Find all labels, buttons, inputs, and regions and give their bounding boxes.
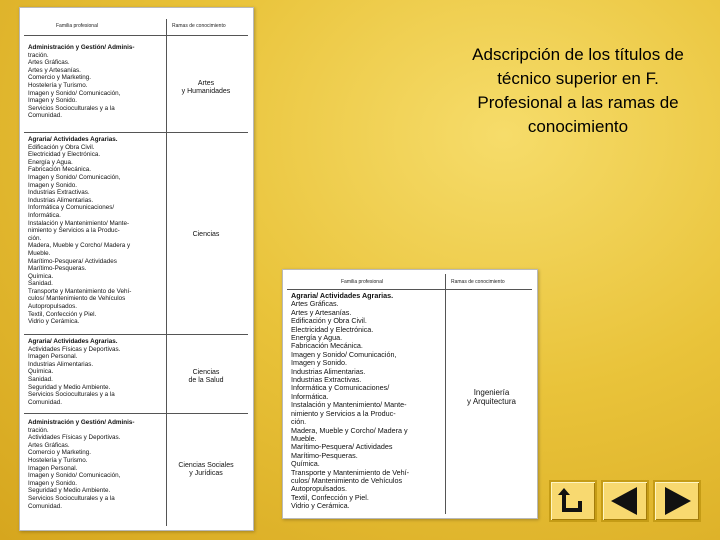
list-item: Informática. [291, 391, 329, 401]
list-item: Agraria/ Actividades Agrarias. [28, 338, 118, 345]
header-rule [24, 35, 248, 36]
list-item: Imagen Personal. [28, 464, 78, 472]
list-item: Servicios Socioculturales y a la [28, 494, 115, 502]
list-item: Hostelería y Turismo. [28, 81, 88, 89]
list-item: Energía y Agua. [291, 333, 343, 343]
list-item: Artes y Artesanías. [28, 66, 81, 74]
list-item: Artes y Artesanías. [291, 307, 352, 317]
previous-triangle-icon [603, 482, 647, 520]
family-list-ingenieria [291, 292, 409, 511]
row-rule [24, 132, 248, 133]
list-item: Informática y Comunicaciones/ [28, 204, 115, 212]
list-item: Madera, Mueble y Corcho/ Madera y [28, 242, 131, 250]
list-item: Energía y Agua. [28, 158, 73, 166]
family-list-sociales [28, 419, 134, 510]
list-item: Industrias Extractivas. [291, 375, 362, 385]
list-item: Sanidad. [28, 280, 53, 288]
list-item: Imagen y Sonido/ Comunicación, [291, 349, 397, 359]
branch-label: Artes [197, 80, 215, 87]
column-divider [445, 274, 446, 514]
list-item: Artes Gráficas. [28, 441, 70, 449]
list-item: Agraria/ Actividades Agrarias. [28, 136, 118, 143]
table-document-main [19, 7, 254, 531]
branch-ciencias [170, 231, 242, 239]
list-item: Imagen y Sonido. [28, 181, 78, 189]
list-item: Mueble. [291, 433, 317, 443]
list-item: culos/ Mantenimiento de Vehículos [291, 475, 403, 485]
list-item: Industrias Alimentarias. [28, 196, 94, 204]
branch-label: Ciencias Sociales [178, 462, 234, 469]
list-item: Instalación y Mantenimiento/ Mante- [291, 400, 407, 410]
list-item: Seguridad y Medio Ambiente. [28, 383, 111, 391]
column-divider [166, 19, 167, 526]
return-button[interactable] [549, 480, 597, 522]
branch-ciencias-sociales [170, 462, 242, 478]
list-item: Comercio y Marketing. [28, 449, 91, 457]
branch-label: Ciencias [192, 369, 220, 376]
return-arrow-icon [551, 482, 595, 520]
column-header-family: Familia profesional [56, 23, 98, 29]
list-item: Electricidad y Electrónica. [291, 324, 374, 334]
list-item: Textil, Confección y Piel. [28, 310, 97, 318]
slide-title: Adscripción de los títulos de técnico superior en F. Profesional a las ramas de conocimiento [472, 45, 684, 136]
list-item: Autopropulsados. [291, 484, 347, 494]
list-item: Imagen y Sonido. [28, 97, 78, 105]
list-item: Vidrio y Cerámica. [291, 501, 350, 511]
list-item: Comercio y Marketing. [28, 74, 91, 82]
list-item: tración. [28, 51, 49, 59]
branch-label: y Arquitectura [467, 397, 516, 406]
column-header-branch: Ramas de conocimiento [172, 23, 226, 29]
branch-artes-humanidades [170, 80, 242, 96]
list-item: Agraria/ Actividades Agrarias. [291, 291, 394, 300]
list-item: Artes Gráficas. [28, 59, 70, 67]
list-item: Imagen y Sonido. [28, 479, 78, 487]
row-rule [24, 413, 248, 414]
list-item: tración. [28, 426, 49, 434]
list-item: Marítimo-Pesquera/ Actividades [291, 442, 393, 452]
list-item: Actividades Físicas y Deportivas. [28, 345, 121, 353]
list-item: Transporte y Mantenimiento de Vehí- [291, 467, 409, 477]
list-item: Industrias Alimentarias. [28, 360, 94, 368]
list-item: Servicios Socioculturales y a la [28, 391, 115, 399]
list-item: ción. [28, 234, 42, 242]
branch-label: y Jurídicas [189, 470, 223, 477]
branch-label: de la Salud [188, 377, 224, 384]
list-item: Madera, Mueble y Corcho/ Madera y [291, 425, 408, 435]
list-item: Edificación y Obra Civil. [291, 316, 367, 326]
list-item: Imagen Personal. [28, 353, 78, 361]
row-rule [24, 334, 248, 335]
family-list-artes [28, 44, 134, 120]
table-document-ingenieria [282, 269, 538, 519]
next-triangle-icon [655, 482, 699, 520]
list-item: Informática y Comunicaciones/ [291, 383, 390, 393]
list-item: ción. [291, 417, 307, 427]
branch-ingenieria-arquitectura [449, 388, 534, 406]
list-item: nimiento y Servicios a la Produc- [291, 408, 396, 418]
next-slide-button[interactable] [653, 480, 701, 522]
list-item: Hostelería y Turismo. [28, 456, 88, 464]
list-item: Actividades Físicas y Deportivas. [28, 434, 121, 442]
list-item: Comunidad. [28, 398, 62, 406]
list-item: Autopropulsados. [28, 303, 78, 311]
branch-label: y Humanidades [181, 88, 231, 95]
list-item: Comunidad. [28, 112, 62, 120]
list-item: Marítimo-Pesqueras. [28, 265, 87, 273]
list-item: Administración y Gestión/ Adminis- [28, 419, 135, 426]
list-item: Imagen y Sonido/ Comunicación, [28, 173, 121, 181]
list-item: Sanidad. [28, 375, 53, 383]
list-item: Imagen y Sonido. [291, 358, 347, 368]
list-item: Mueble. [28, 249, 51, 257]
header-rule [287, 289, 532, 290]
list-item: culos/ Mantenimiento de Vehículos [28, 295, 126, 303]
list-item: Comunidad. [28, 502, 62, 510]
family-list-ciencias [28, 136, 131, 326]
list-item: Informática. [28, 211, 61, 219]
previous-slide-button[interactable] [601, 480, 649, 522]
list-item: Seguridad y Medio Ambiente. [28, 487, 111, 495]
column-header-family: Familia profesional [341, 279, 383, 285]
list-item: Vidrio y Cerámica. [28, 318, 80, 326]
list-item: Textil, Confección y Piel. [291, 492, 369, 502]
list-item: Administración y Gestión/ Adminis- [28, 44, 135, 51]
list-item: Fabricación Mecánica. [291, 341, 363, 351]
list-item: Servicios Socioculturales y a la [28, 104, 115, 112]
column-header-branch: Ramas de conocimiento [451, 279, 505, 285]
family-list-salud [28, 338, 120, 406]
list-item: Industrias Alimentarias. [291, 366, 366, 376]
list-item: Instalación y Mantenimiento/ Mante- [28, 219, 130, 227]
list-item: Marítimo-Pesquera/ Actividades [28, 257, 117, 265]
list-item: Edificación y Obra Civil. [28, 143, 95, 151]
list-item: Química. [28, 272, 54, 280]
list-item: Transporte y Mantenimiento de Vehí- [28, 287, 132, 295]
branch-ciencias-salud [170, 369, 242, 385]
list-item: Artes Gráficas. [291, 299, 339, 309]
list-item: Industrias Extractivas. [28, 189, 90, 197]
list-item: Química. [291, 459, 320, 469]
branch-label: Ciencias [192, 231, 220, 238]
list-item: nimiento y Servicios a la Produc- [28, 227, 120, 235]
list-item: Química. [28, 368, 54, 376]
list-item: Electricidad y Electrónica. [28, 151, 101, 159]
list-item: Fabricación Mecánica. [28, 166, 91, 174]
branch-label: Ingeniería [473, 388, 510, 397]
list-item: Imagen y Sonido/ Comunicación, [28, 472, 121, 480]
list-item: Marítimo-Pesqueras. [291, 450, 358, 460]
list-item: Imagen y Sonido/ Comunicación, [28, 89, 121, 97]
